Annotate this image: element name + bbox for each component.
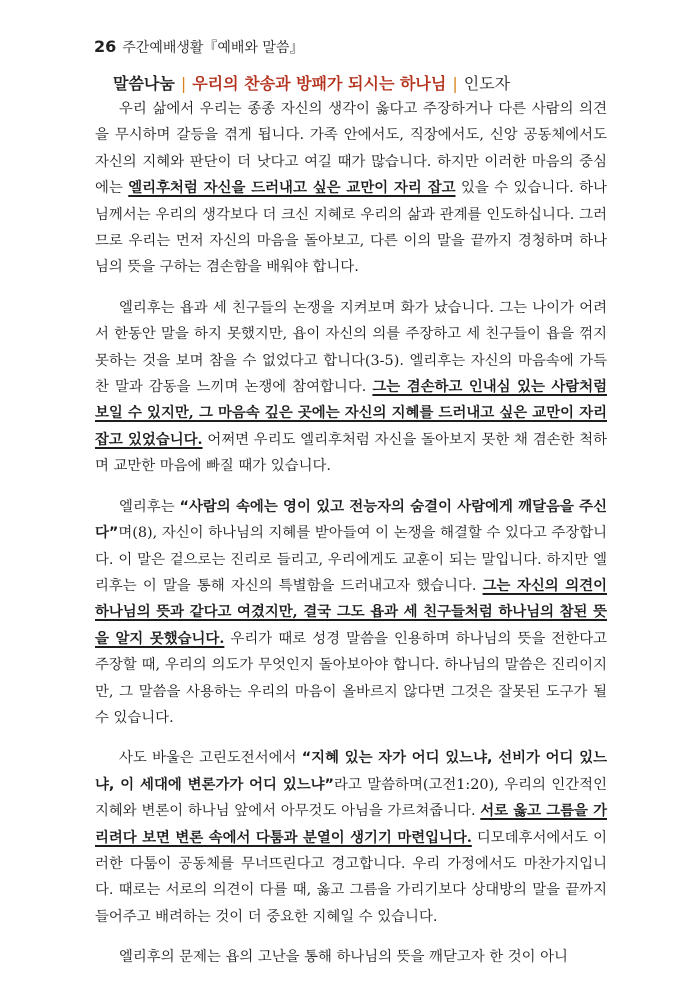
paragraph-text: 엘리후는 욥과 세 친구들의 논쟁을 지켜보며 화가 났습니다. 그는 나이가 어려서 한동안 말을 하지 못했지만, 욥이 자신의 의를 주장하고 세 친구들이 욥을 꺾지 못하는 것을 보며 참을 수 없었다고 합니다(3-5). 엘리후는 자신의 마음속에 가득 찬 말과 감동을 느끼며 논쟁에 참여합니다.: [95, 299, 607, 396]
emphasized-text: 그는 겸손하고 인내심 있는 사람처럼 보일 수 있지만, 그 마음속 깊은 곳에는 자신의 지혜를 드러내고 싶은 교만이 자리 잡고 있었습니다.: [95, 378, 607, 448]
scripture-quote: “사람의 속에는 영이 있고 전능자의 숨결이 사람에게 깨달음을 주신다”: [95, 498, 607, 542]
paragraph-3: [95, 494, 607, 732]
heading-separator: |: [180, 74, 187, 93]
emphasized-text: 그는 자신의 의견이 하나님의 뜻과 같다고 여겼지만, 결국 그도 욥과 세 친구들처럼 하나님의 참된 뜻을 알지 못했습니다.: [95, 576, 608, 647]
speaker-role: 인도자: [463, 74, 511, 93]
paragraph-text: 어쩌면 우리도 엘리후처럼 자신을 돌아보지 못한 채 겸손한 척하며 교만한 마음에 빠질 때가 있습니다.: [95, 431, 607, 475]
emphasized-text: 엘리후처럼 자신을 드러내고 싶은 교만이 자리 잡고: [128, 179, 456, 197]
heading-separator: |: [452, 74, 458, 93]
section-heading: [113, 71, 510, 94]
section-category: 말씀나눔: [113, 74, 175, 93]
scripture-quote: “지혜 있는 자가 어디 있느냐, 선비가 어디 있느냐, 이 세대에 변론가가 어디 있느냐”: [95, 750, 607, 793]
paragraph-text: 우리 삶에서 우리는 종종 자신의 생각이 옳다고 주장하거나 다른 사람의 의견을 무시하며 갈등을 겪게 됩니다. 가족 안에서도, 직장에서도, 신앙 공동체에서도 자신의 지혜와 판단이 더 낫다고 여길 때가 많습니다. 하지만 이러한 마음의 중심에는: [95, 101, 607, 197]
paragraph-text: 있을 수 있습니다. 하나님께서는 우리의 생각보다 더 크신 지혜로 우리의 삶과 관계를 인도하십니다. 그러므로 우리는 먼저 자신의 마음을 돌아보고, 다른 이의 말을 끝까지 경청하며 하나님의 뜻을 구하는 겸손함을 배워야 합니다.: [95, 180, 607, 276]
paragraph-text: 엘리후는: [119, 498, 180, 515]
emphasized-text: 서로 옳고 그름을 가리려다 보면 변론 속에서 다툼과 분열이 생기기 마련입니다.: [95, 802, 607, 846]
paragraph-1: [95, 96, 607, 281]
paragraph-4: [95, 745, 607, 930]
paragraph-text: 디모데후서에서도 이러한 다툼이 공동체를 무너뜨린다고 경고합니다. 우리 가정에서도 마찬가지입니다. 때로는 서로의 의견이 다를 때, 옳고 그름을 가리기보다 상대방의 말을 끝까지 들어주고 배려하는 것이 더 중요한 지혜일 수 있습니다.: [95, 829, 607, 925]
paragraph-text: 엘리후의 문제는 욥의 고난을 통해 하나님의 뜻을 깨닫고자 한 것이 아니: [119, 949, 568, 966]
running-header: [94, 37, 303, 57]
paragraph-text: 라고 말씀하며(고전1:20), 우리의 인간적인 지혜와 변론이 하나님 앞에서 아무것도 아님을 가르쳐줍니다.: [95, 776, 607, 820]
page-number: 26: [94, 37, 117, 56]
paragraph-text: 며(8), 자신이 하나님의 지혜를 받아들여 이 논쟁을 해결할 수 있다고 주장합니다. 이 말은 겉으로는 진리로 들리고, 우리에게도 교훈이 되는 말입니다. 하지만 엘리후는 이 말을 통해 자신의 특별함을 드러내고자 했습니다.: [95, 525, 607, 594]
publication-title: 주간예배생활『예배와 말씀』: [122, 40, 304, 56]
paragraph-2: [95, 295, 607, 480]
paragraph-5: [95, 944, 607, 970]
paragraph-text: 사도 바울은 고린도전서에서: [119, 750, 302, 767]
sermon-title: 우리의 찬송과 방패가 되시는 하나님: [192, 74, 447, 93]
paragraph-text: 우리가 때로 성경 말씀을 인용하며 하나님의 뜻을 전한다고 주장할 때, 우리의 의도가 무엇인지 돌아보아야 합니다. 하나님의 말씀은 진리이지만, 그 말씀을 사용하는 우리의 마음이 올바르지 않다면 그것은 잘못된 도구가 될 수 있습니다.: [95, 630, 608, 726]
article-body: [95, 96, 607, 985]
